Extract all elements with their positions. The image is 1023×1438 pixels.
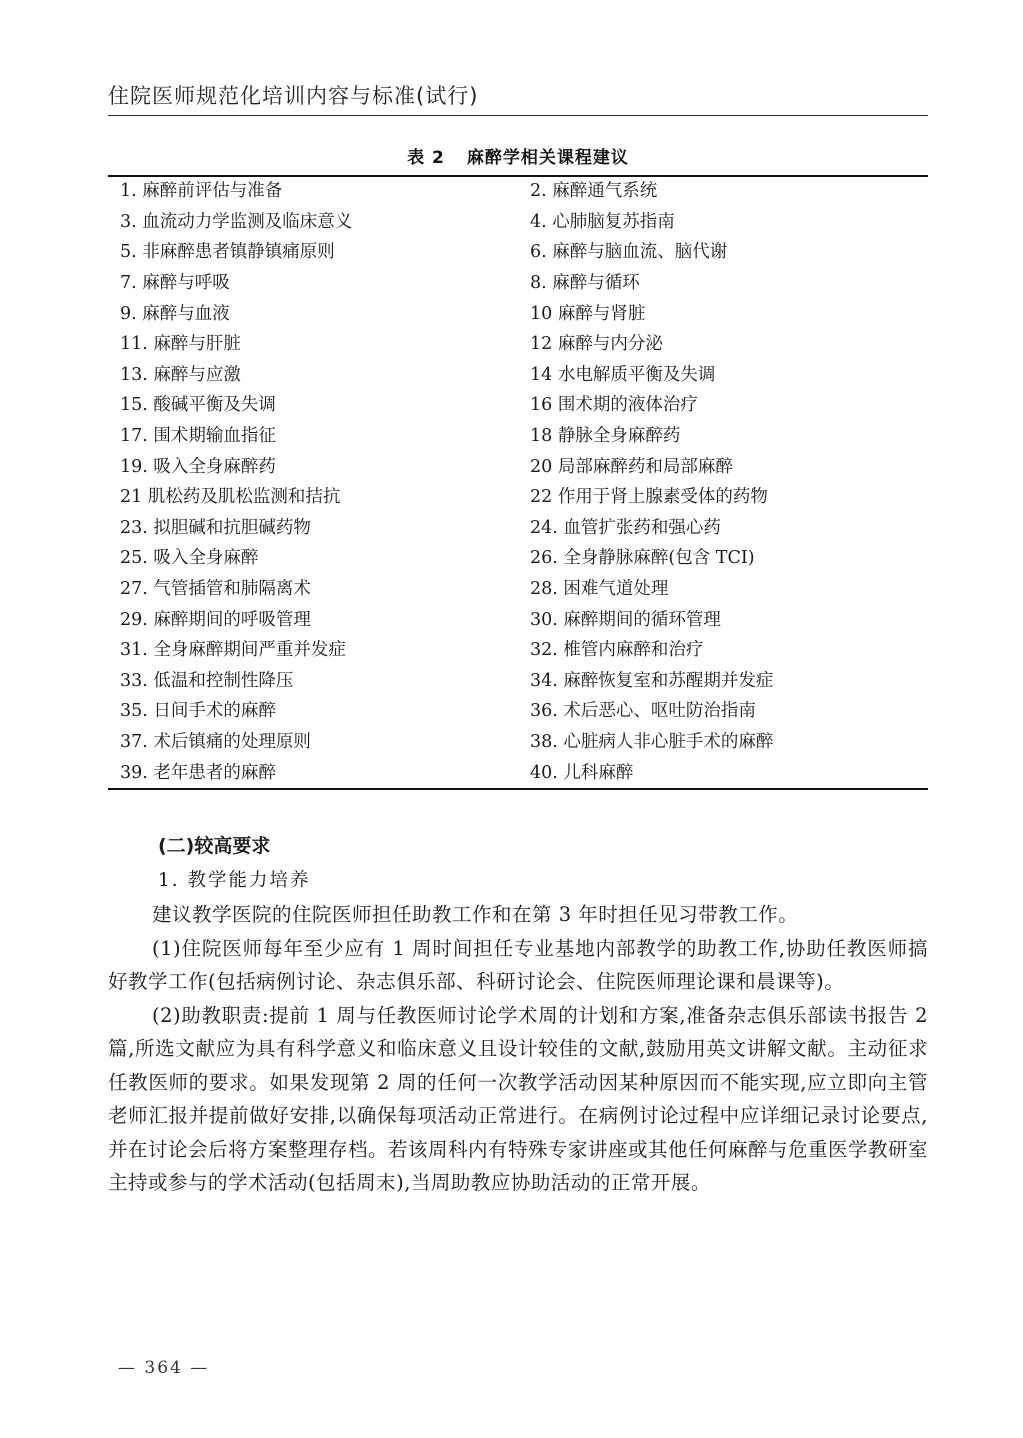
course-item: 34. 麻醉恢复室和苏醒期并发症 [530,670,774,691]
course-item: 36. 术后恶心、呕吐防治指南 [530,701,756,722]
course-item: 1. 麻醉前评估与准备 [120,181,283,202]
course-item: 2. 麻醉通气系统 [530,181,658,202]
course-item: 17. 围术期输血指征 [120,426,276,447]
course-item: 6. 麻醉与脑血流、脑代谢 [530,242,728,263]
course-item: 4. 心肺脑复苏指南 [530,211,675,232]
course-item: 37. 术后镇痛的处理原则 [120,731,311,752]
table-row [120,635,920,666]
header-rule [108,115,928,116]
course-item: 27. 气管插管和肺隔离术 [120,579,311,600]
table-row [120,360,920,391]
course-item: 25. 吸入全身麻醉 [120,548,259,569]
course-item: 31. 全身麻醉期间严重并发症 [120,640,346,661]
paragraph: 建议教学医院的住院医师担任助教工作和在第 3 年时担任见习带教工作。 [152,903,799,926]
course-item: 13. 麻醉与应激 [120,364,241,385]
course-item: 18 静脉全身麻醉药 [530,426,681,447]
table-row [120,390,920,421]
paragraph: (1)住院医师每年至少应有 1 周时间担任专业基地内部教学的助教工作,协助任教医师搞好教学工作(包括病例讨论、杂志俱乐部、科研讨论会、住院医师理论课和晨课等)。 [108,936,928,993]
subsection-heading: 1. 教学能力培养 [158,870,311,891]
table-row [120,207,920,238]
course-item: 21 肌松药及肌松监测和拮抗 [120,487,341,508]
course-item: 23. 拟胆碱和抗胆碱药物 [120,517,311,538]
table-row [120,543,920,574]
table-row [120,727,920,758]
course-item: 38. 心脏病人非心脏手术的麻醉 [530,731,774,752]
table-row [120,604,920,635]
course-item: 24. 血管扩张药和强心药 [530,517,721,538]
course-item: 9. 麻醉与血液 [120,303,230,324]
course-item: 16 围术期的液体治疗 [530,395,698,416]
course-item: 14 水电解质平衡及失调 [530,364,716,385]
course-item: 19. 吸入全身麻醉药 [120,456,276,477]
running-head: 住院医师规范化培训内容与标准(试行) [108,84,479,108]
table-row [120,696,920,727]
table-row [120,421,920,452]
course-item: 22 作用于肾上腺素受体的药物 [530,487,768,508]
course-item: 10 麻醉与肾脏 [530,303,646,324]
course-item: 33. 低温和控制性降压 [120,670,294,691]
section-heading: (二)较高要求 [158,835,271,857]
course-item: 8. 麻醉与循环 [530,273,640,294]
course-item: 7. 麻醉与呼吸 [120,273,230,294]
course-item: 11. 麻醉与肝脏 [120,334,241,355]
course-item: 3. 血流动力学监测及临床意义 [120,211,353,232]
course-item: 28. 困难气道处理 [530,579,669,600]
table-row [120,237,920,268]
table-row [120,298,920,329]
course-item: 32. 椎管内麻醉和治疗 [530,640,704,661]
table-caption-label: 表 2 [407,148,445,168]
course-item: 20 局部麻醉药和局部麻醉 [530,456,733,477]
course-item: 15. 酸碱平衡及失调 [120,395,276,416]
table-row [120,513,920,544]
table-caption-title: 麻醉学相关课程建议 [466,148,629,168]
table-row [120,666,920,697]
table-row [120,574,920,605]
page-number: — 364 — [118,1358,210,1378]
table-caption [108,143,928,168]
course-item: 26. 全身静脉麻醉(包含 TCI) [530,548,755,569]
course-item: 39. 老年患者的麻醉 [120,762,276,783]
table-row [120,329,920,360]
course-item: 29. 麻醉期间的呼吸管理 [120,609,311,630]
table-row [120,757,920,788]
section-advanced-requirements [108,828,928,1200]
course-item: 35. 日间手术的麻醉 [120,701,276,722]
course-item: 5. 非麻醉患者镇静镇痛原则 [120,242,335,263]
paragraph: (2)助教职责:提前 1 周与任教医师讨论学术周的计划和方案,准备杂志俱乐部读书报告 2 篇,所选文献应为具有科学意义和临床意义且设计较佳的文献,鼓励用英文讲解文献。主动征求任教医师的要求。如果发现第 2 周的任何一次教学活动因某种原因而不能实现,应立即向主管老师汇报并提前做好安排,以确保每项活动正常进行。在病例讨论过程中应详细记录讨论要点,并在讨论会后将方案整理存档。若该周科内有特殊专家讲座或其他任何麻醉与危重医学教研室主持或参与的学术活动(包括周末),当周助教应协助活动的正常开展。 [108,1003,929,1194]
course-item: 30. 麻醉期间的循环管理 [530,609,721,630]
table-bottom-rule [108,788,928,790]
course-table [120,176,920,788]
course-item: 12 麻醉与内分泌 [530,334,663,355]
table-row [120,176,920,207]
table-row [120,482,920,513]
table-row [120,268,920,299]
table-row [120,451,920,482]
course-item: 40. 儿科麻醉 [530,762,634,783]
